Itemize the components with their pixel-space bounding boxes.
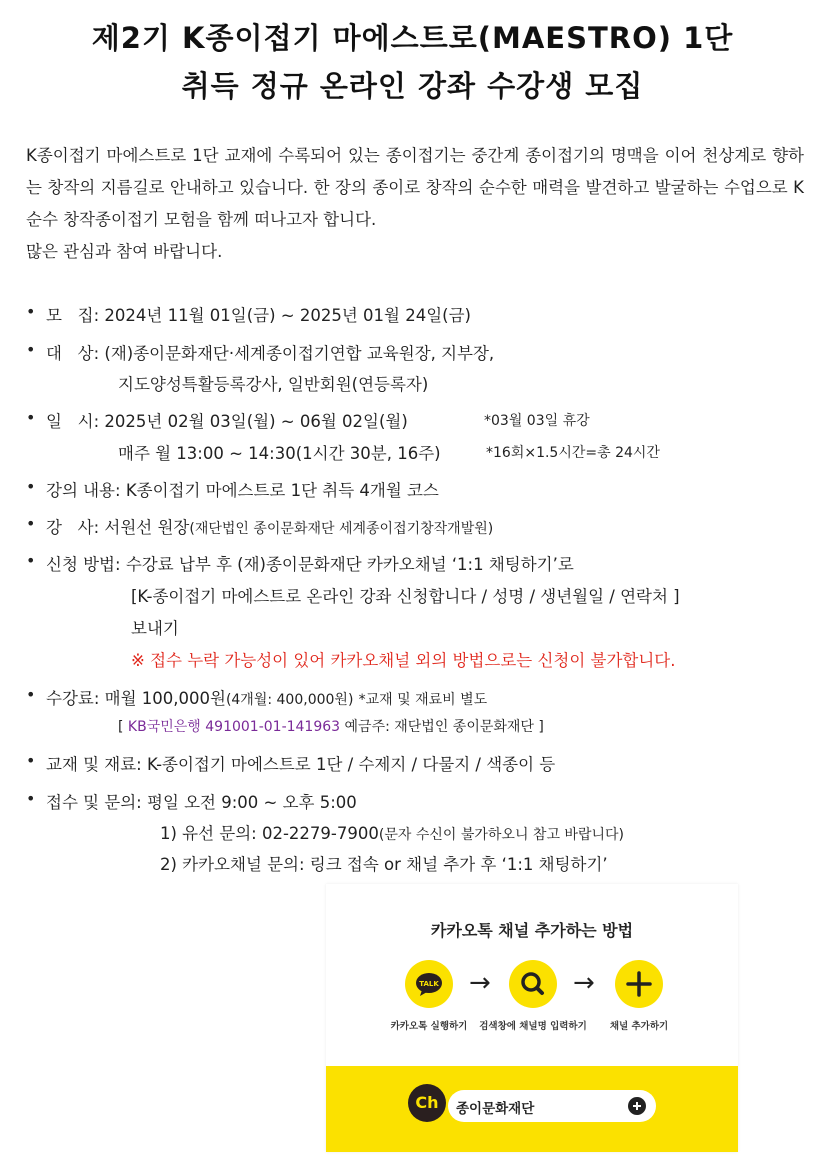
page-title-line2: 취득 정규 온라인 강좌 수강생 모집 [181, 69, 644, 103]
kakao-channel-logo-icon: Ch [408, 1084, 446, 1122]
add-channel-icon[interactable] [628, 1097, 646, 1115]
schedule-note2: *16회×1.5시간=총 24시간 [486, 445, 660, 461]
recruit-row [46, 302, 471, 326]
bullet: • [26, 685, 36, 704]
materials-row [46, 751, 555, 775]
apply-value-line2: [K-종이접기 마에스트로 온라인 강좌 신청합니다 / 성명 / 생년월일 / 연락처 ] [131, 587, 680, 606]
recruit-value: 2024년 11월 01일(금) ~ 2025년 01월 24일(금) [104, 306, 471, 325]
bank-holder: 예금주: 재단법인 종이문화재단 [344, 719, 534, 735]
bullet: • [26, 340, 36, 359]
channel-search-bar[interactable] [448, 1090, 656, 1122]
step3-label: 채널 추가하기 [609, 1021, 669, 1032]
intro-paragraph [26, 140, 804, 268]
plus-icon [615, 960, 663, 1008]
search-icon [509, 960, 557, 1008]
arrow-right-icon: → [573, 968, 595, 998]
bullet: • [26, 477, 36, 496]
instructor-row [46, 514, 493, 538]
schedule-value-line1: 2025년 02월 03일(월) ~ 06월 02일(월) [104, 412, 408, 431]
arrow-right-icon: → [469, 968, 491, 998]
apply-label: 신청 방법: [46, 555, 121, 574]
talk-icon-text: TALK [419, 980, 439, 988]
inquiry-kakao: 2) 카카오채널 문의: 링크 접속 or 채널 추가 후 ‘1:1 채팅하기’ [160, 855, 608, 874]
target-label: 대 상: [46, 344, 100, 363]
fee-value-detail: (4개월: 400,000원) [225, 692, 354, 708]
step1-label: 카카오톡 실행하기 [390, 1021, 468, 1032]
kakao-guide-title: 카카오톡 채널 추가하는 방법 [430, 921, 634, 940]
apply-row [46, 551, 574, 575]
bank-open: [ [118, 719, 124, 735]
bullet: • [26, 551, 36, 570]
intro-text: K종이접기 마에스트로 1단 교재에 수록되어 있는 종이접기는 중간계 종이접기의 명맥을 이어 천상계로 향하는 창작의 지름길로 안내하고 있습니다. 한 장의 종이로 창작의 순수한 매력을 발견하고 발굴하는 수업으로 K순수 창작종이접기 모험을 함께 떠나고자 합니다. [26, 146, 804, 229]
content-row [46, 477, 439, 501]
bullet: • [26, 789, 36, 808]
fee-row [46, 685, 487, 709]
apply-value-line3: 보내기 [131, 619, 179, 638]
kakaotalk-icon [405, 960, 453, 1008]
inquiry-phone-note: (문자 수신이 불가하오니 참고 바랍니다) [378, 827, 624, 843]
fee-label: 수강료: [46, 689, 100, 708]
instructor-affiliation: (재단법인 종이문화재단 세계종이접기창작개발원) [189, 521, 494, 537]
channel-name: 종이문화재단 [456, 1101, 535, 1117]
fee-value: 매월 100,000원 [104, 689, 226, 708]
schedule-label: 일 시: [46, 412, 100, 431]
apply-value-line1: 수강료 납부 후 (재)종이문화재단 카카오채널 ‘1:1 채팅하기’로 [125, 555, 574, 574]
inquiry-value: 평일 오전 9:00 ~ 오후 5:00 [147, 793, 357, 812]
inquiry-phone-row [160, 820, 624, 844]
schedule-note1: *03월 03일 휴강 [484, 413, 590, 429]
fee-note: *교재 및 재료비 별도 [358, 692, 488, 708]
step2-label: 검색창에 채널명 입력하기 [479, 1021, 587, 1032]
apply-warning: ※ 접수 누락 가능성이 있어 카카오채널 외의 방법으로는 신청이 불가합니다. [131, 651, 676, 670]
bullet: • [26, 302, 36, 321]
instructor-value: 서원선 원장 [104, 518, 190, 537]
schedule-value-line2: 매주 월 13:00 ~ 14:30(1시간 30분, 16주) [118, 444, 441, 463]
bank-account: KB국민은행 491001-01-141963 [127, 719, 341, 735]
materials-value: K-종이접기 마에스트로 1단 / 수제지 / 다물지 / 색종이 등 [147, 755, 556, 774]
content-value: K종이접기 마에스트로 1단 취득 4개월 코스 [125, 481, 439, 500]
schedule-row [46, 408, 408, 432]
bullet: • [26, 751, 36, 770]
bullet: • [26, 514, 36, 533]
target-value-line2: 지도양성특활등록강사, 일반회원(연등록자) [118, 375, 429, 394]
recruit-label: 모 집: [46, 306, 100, 325]
inquiry-label: 접수 및 문의: [46, 793, 142, 812]
bullet: • [26, 408, 36, 427]
inquiry-row [46, 789, 357, 813]
target-value-line1: (재)종이문화재단·세계종이접기연합 교육원장, 지부장, [104, 344, 495, 363]
bank-close: ] [538, 719, 544, 735]
kakao-guide-panel [326, 884, 738, 1152]
content-label: 강의 내용: [46, 481, 121, 500]
channel-search-banner [326, 1066, 738, 1152]
materials-label: 교재 및 재료: [46, 755, 142, 774]
bank-info [118, 716, 544, 736]
target-row [46, 340, 494, 364]
intro-closing: 많은 관심과 참여 바랍니다. [26, 242, 223, 261]
instructor-label: 강 사: [46, 518, 100, 537]
inquiry-phone: 1) 유선 문의: 02-2279-7900 [160, 824, 379, 843]
page-title-line1: 제2기 K종이접기 마에스트로(MAESTRO) 1단 [91, 21, 734, 55]
